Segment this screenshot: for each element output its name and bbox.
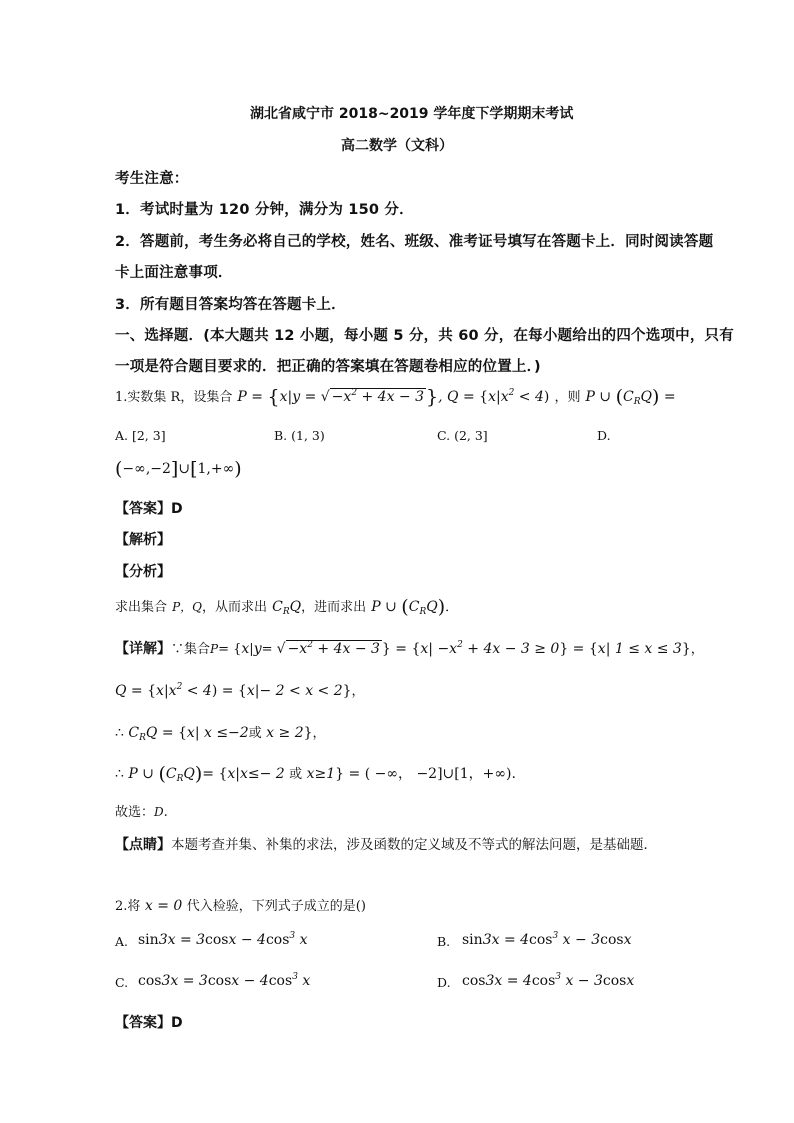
q1-jiexi-label: 【解析】 xyxy=(115,532,171,548)
q1-option-d-value: (−∞,−2]∪[1,+∞) xyxy=(115,458,242,480)
q1-option-a: A. [2, 3] xyxy=(115,428,166,443)
q1-option-c: C. (2, 3] xyxy=(437,428,488,443)
note-item-1: 1．考试时量为 120 分钟，满分为 150 分． xyxy=(115,202,414,218)
q1-detail-line4: ∴ P ∪ $(C_RQ)= \{x|x\le- 2$ 或 x≥1} = ( −∞， −2]∪[1，+∞). xyxy=(115,763,516,785)
page-subtitle: 高二数学（文科） xyxy=(341,138,453,154)
question-2-stem: 2.将 x = 0 代入检验，下列式子成立的是() xyxy=(115,898,366,914)
q1-set-p-formula: P = {x|y = √ $-x^2 + 4x - 3$ }, $Q = \{x|x^2 < 4)$ xyxy=(237,386,550,408)
note-item-2-cont: 卡上面注意事项． xyxy=(115,265,233,281)
section-heading-line1: 一、选择题．(本大题共 12 小题，每小题 5 分，共 60 分，在每小题给出的四个选项中，只有 xyxy=(115,328,734,344)
q2-answer: 【答案】D xyxy=(115,1015,183,1031)
q1-detail-line1: 【详解】∵集合P= {x|y= √ $-x^2 + 4x - 3$ } = $\{x| -x^2 + 4x - 3 \ge 0\} = \{x|$ 1 ≤ x ≤ 3}， xyxy=(115,640,704,657)
q2-option-b: B. xyxy=(437,934,451,949)
q2-option-b-formula: $\sin 3x = 4\cos^3$ x − 3cosx xyxy=(462,931,632,948)
q1-conclusion: 故选：D. xyxy=(115,805,168,820)
q1-option-d: D. xyxy=(597,428,611,443)
note-item-2: 2．答题前，考生务必将自己的学校，姓名、班级、准考证号填写在答题卡上．同时阅读答题 xyxy=(115,234,714,250)
q1-fenxi-label: 【分析】 xyxy=(115,564,171,580)
q1-dianjing: 【点睛】本题考查并集、补集的求法，涉及函数的定义域及不等式的解法问题，是基础题． xyxy=(115,837,657,853)
q1-answer: 【答案】D xyxy=(115,501,183,517)
q2-option-c-formula: $\cos 3x = 3\cos x - 4\cos^3$ x xyxy=(138,972,311,989)
note-item-3: 3．所有题目答案均答在答题卡上． xyxy=(115,297,346,313)
q2-option-c: C. xyxy=(115,975,129,990)
q2-option-d-formula: $\cos 3x = 4\cos^3$ x − 3cosx xyxy=(462,972,635,989)
q2-option-a-formula: $\sin 3x = 3\cos x - 4\cos^3$ x xyxy=(138,931,308,948)
q1-detail-line2: $Q = \{x|x^2 < 4) = \{x|- 2 < x < 2\}$， xyxy=(115,682,365,699)
q1-fenxi-text: 求出集合 P，Q，从而求出 $C_RQ$，进而求出 P ∪ $(C_RQ)$． xyxy=(115,596,459,618)
q1-stem-prefix: 1.实数集 R，设集合 xyxy=(115,390,233,405)
section-heading-line2: 一项是符合题目要求的．把正确的答案填在答题卷相应的位置上．) xyxy=(115,359,541,375)
question-1-stem xyxy=(115,386,676,408)
q1-option-b: B. (1, 3) xyxy=(274,428,325,443)
page-title: 湖北省咸宁市 2018~2019 学年度下学期期末考试 xyxy=(250,106,574,122)
q2-option-a: A. xyxy=(115,934,129,949)
notes-heading: 考生注意： xyxy=(115,171,189,187)
q2-option-d: D. xyxy=(437,975,451,990)
q1-detail-line3: ∴ $C_RQ = \{x|$ x ≤−2或 x ≥ 2}， xyxy=(115,725,326,743)
q1-stem-mid: ，则 xyxy=(554,390,581,405)
q1-target-expression: P ∪ $(C_RQ)$ = xyxy=(585,386,676,408)
